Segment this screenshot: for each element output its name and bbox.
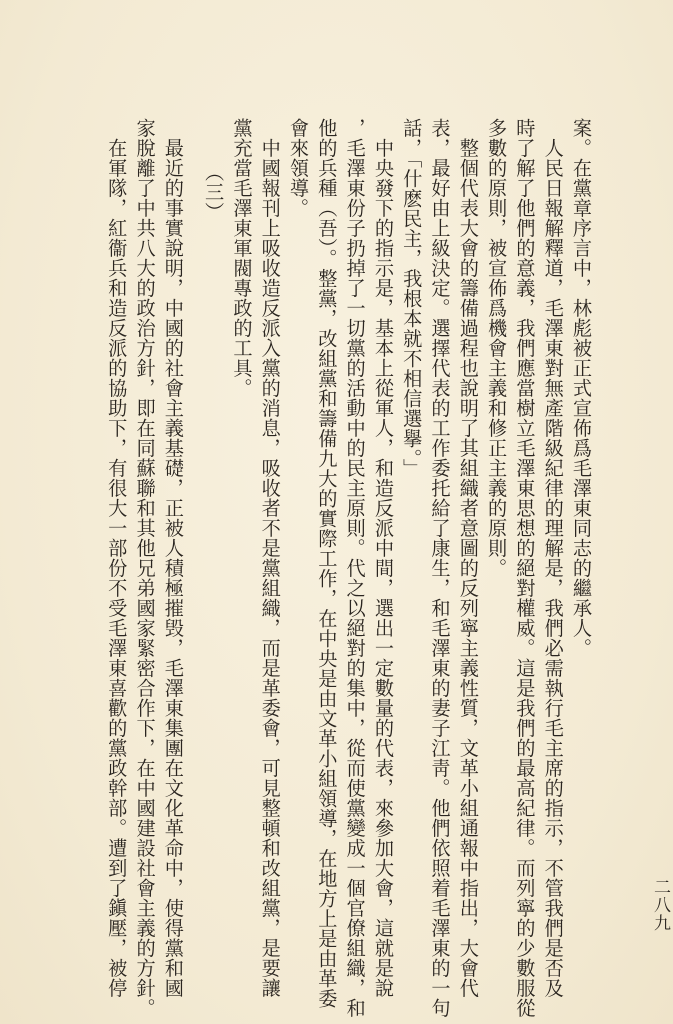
text-column-2: 人民日報解釋道，毛澤東對無產階級紀律的理解是，我們必需執行毛主席的指示，不管我們是否及 bbox=[541, 118, 565, 998]
text-column-3: 時了解了他們的意義，我們應當樹立毛澤東思想的絕對權威。這是我們的最高紀律。而列寧的少數服從 bbox=[513, 118, 537, 1018]
text-column-12: 中國報刊上吸收造反派入黨的消息，吸收者不是黨組織，而是革委會，可見整頓和改組黨，是要讓 bbox=[258, 118, 282, 998]
text-column-6: 表，最好由上級決定。選擇代表的工作委托給了康生，和毛澤東的妻子江靑。他們依照着毛澤東的一句 bbox=[428, 118, 452, 1018]
text-column-10: 他的兵種（吾）。整黨，改組黨和籌備九大的實際工作，在中央是由文革小組領導，在地方上是由革委 bbox=[315, 118, 339, 1009]
text-column-11: 會來領導。 bbox=[287, 118, 311, 218]
text-column-9: ，毛澤東份子扔掉了一切黨的活動中的民主原則。代之以絕對的集中，從而使黨變成一個官僚組織，和 bbox=[343, 118, 367, 1018]
text-column-4: 多數的原則，被宣佈爲機會主義和修正主義的原則。 bbox=[485, 118, 509, 578]
page-number: 二八九 bbox=[650, 878, 670, 932]
text-column-8: 中央發下的指示是，基本上從軍人，和造反派中間，選出一定數量的代表，來參加大會，這就是說 bbox=[371, 118, 395, 998]
text-column-7: 話，「什麽民主，我根本就不相信選擧。」 bbox=[400, 118, 424, 479]
text-column-1: 案。在黨章序言中，林彪被正式宣佈爲毛澤東同志的繼承人。 bbox=[570, 118, 593, 658]
text-column-15: 家脫離了中共八大的政治方針，即在同蘇聯和其他兄弟國家緊密合作下，在中國建設社會主義的方針。 bbox=[133, 118, 157, 1018]
section-heading: （三） bbox=[202, 162, 226, 222]
text-column-16: 在軍隊，紅衞兵和造反派的協助下，有很大一部份不受毛澤東喜歡的黨政幹部。遭到了鎭壓，被停 bbox=[105, 118, 129, 998]
text-column-14: 最近的事實說明，中國的社會主義基礎，正被人積極摧毁，毛澤東集團在文化革命中，使得黨和國 bbox=[161, 118, 185, 998]
body-text bbox=[102, 118, 595, 1018]
text-column-13: 黨充當毛澤東軍閥專政的工具。 bbox=[230, 118, 254, 398]
text-column-5: 整個代表大會的籌備過程也說明了其組織者意圖的反列寧主義性質，文革小組通報中指出，大會代 bbox=[456, 118, 480, 998]
